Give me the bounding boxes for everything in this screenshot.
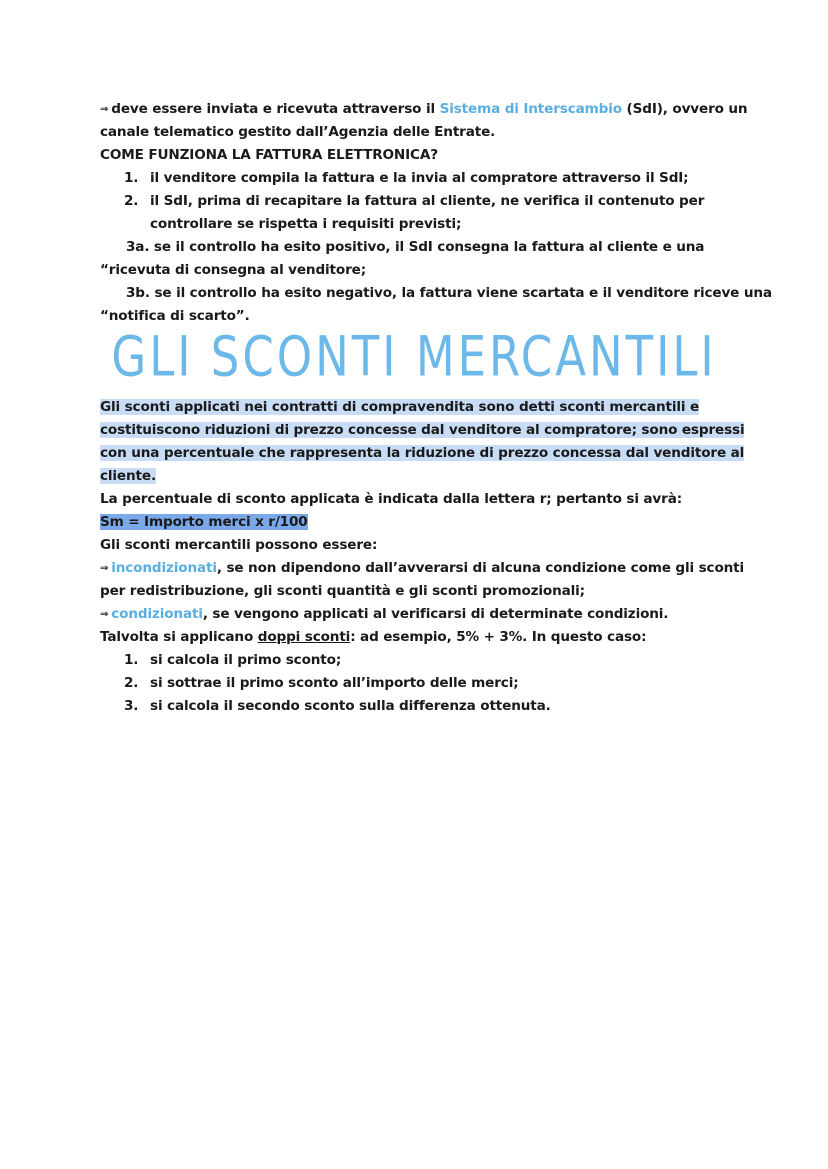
paragraph-line: per redistribuzione, gli sconti quantità e gli sconti promozionali; [100,583,585,599]
paragraph-line: ⇒ deve essere inviata e ricevuta attraverso il Sistema di Interscambio (SdI), ovvero un [100,101,748,117]
paragraph-line: Talvolta si applicano doppi sconti: ad esempio, 5% + 3%. In questo caso: [100,629,647,645]
highlight-term: incondizionati [111,560,217,576]
highlight-term: condizionati [111,606,203,622]
arrow-icon: ⇒ [100,609,109,620]
list-item: 2. il SdI, prima di recapitare la fattura al cliente, ne verifica il contenuto per controllare se rispetta i requisiti previsti; [124,193,705,232]
paragraph-line: canale telematico gestito dall’Agenzia delle Entrate. [100,124,496,140]
paragraph-line: ⇒ condizionati, se vengono applicati al verificarsi di determinate condizioni. [100,606,669,622]
paragraph-line: La percentuale di sconto applicata è indicata dalla lettera r; pertanto si avrà: [100,491,683,507]
arrow-icon: ⇒ [100,104,109,115]
section-fattura [100,98,772,328]
paragraph-line: “notifica di scarto”. [100,308,250,324]
list-item: 1. si calcola il primo sconto; [124,652,342,668]
heading-question: COME FUNZIONA LA FATTURA ELETTRONICA? [100,147,438,163]
paragraph-line: Gli sconti applicati nei contratti di compravendita sono detti sconti mercantili e [100,399,700,415]
list-item: 2. si sottrae il primo sconto all’importo delle merci; [124,675,519,691]
page-title: GLI SCONTI MERCANTILI [111,325,717,389]
paragraph-line: costituiscono riduzioni di prezzo concesse dal venditore al compratore; sono espressi [100,422,745,438]
paragraph-line: 3a. se il controllo ha esito positivo, il SdI consegna la fattura al cliente e una [126,239,705,255]
section-sconti [100,396,745,718]
paragraph-line: con una percentuale che rappresenta la riduzione di prezzo concessa dal venditore al [100,445,745,461]
highlight-term: Sistema di Interscambio [439,101,622,117]
paragraph-line: Gli sconti mercantili possono essere: [100,537,378,553]
paragraph-line: ⇒ incondizionati, se non dipendono dall’avverarsi di alcuna condizione come gli sconti [100,560,745,576]
paragraph-line: “ricevuta di consegna al venditore; [100,262,367,278]
list-item: 3. si calcola il secondo sconto sulla differenza ottenuta. [124,698,551,714]
list-item: 1. il venditore compila la fattura e la invia al compratore attraverso il SdI; [124,170,689,186]
paragraph-line: cliente. [100,468,156,484]
arrow-icon: ⇒ [100,563,109,574]
underlined-term: doppi sconti [257,629,351,645]
paragraph-line: 3b. se il controllo ha esito negativo, la fattura viene scartata e il venditore riceve una [126,285,772,301]
formula: Sm = Importo merci x r/100 [100,514,308,530]
